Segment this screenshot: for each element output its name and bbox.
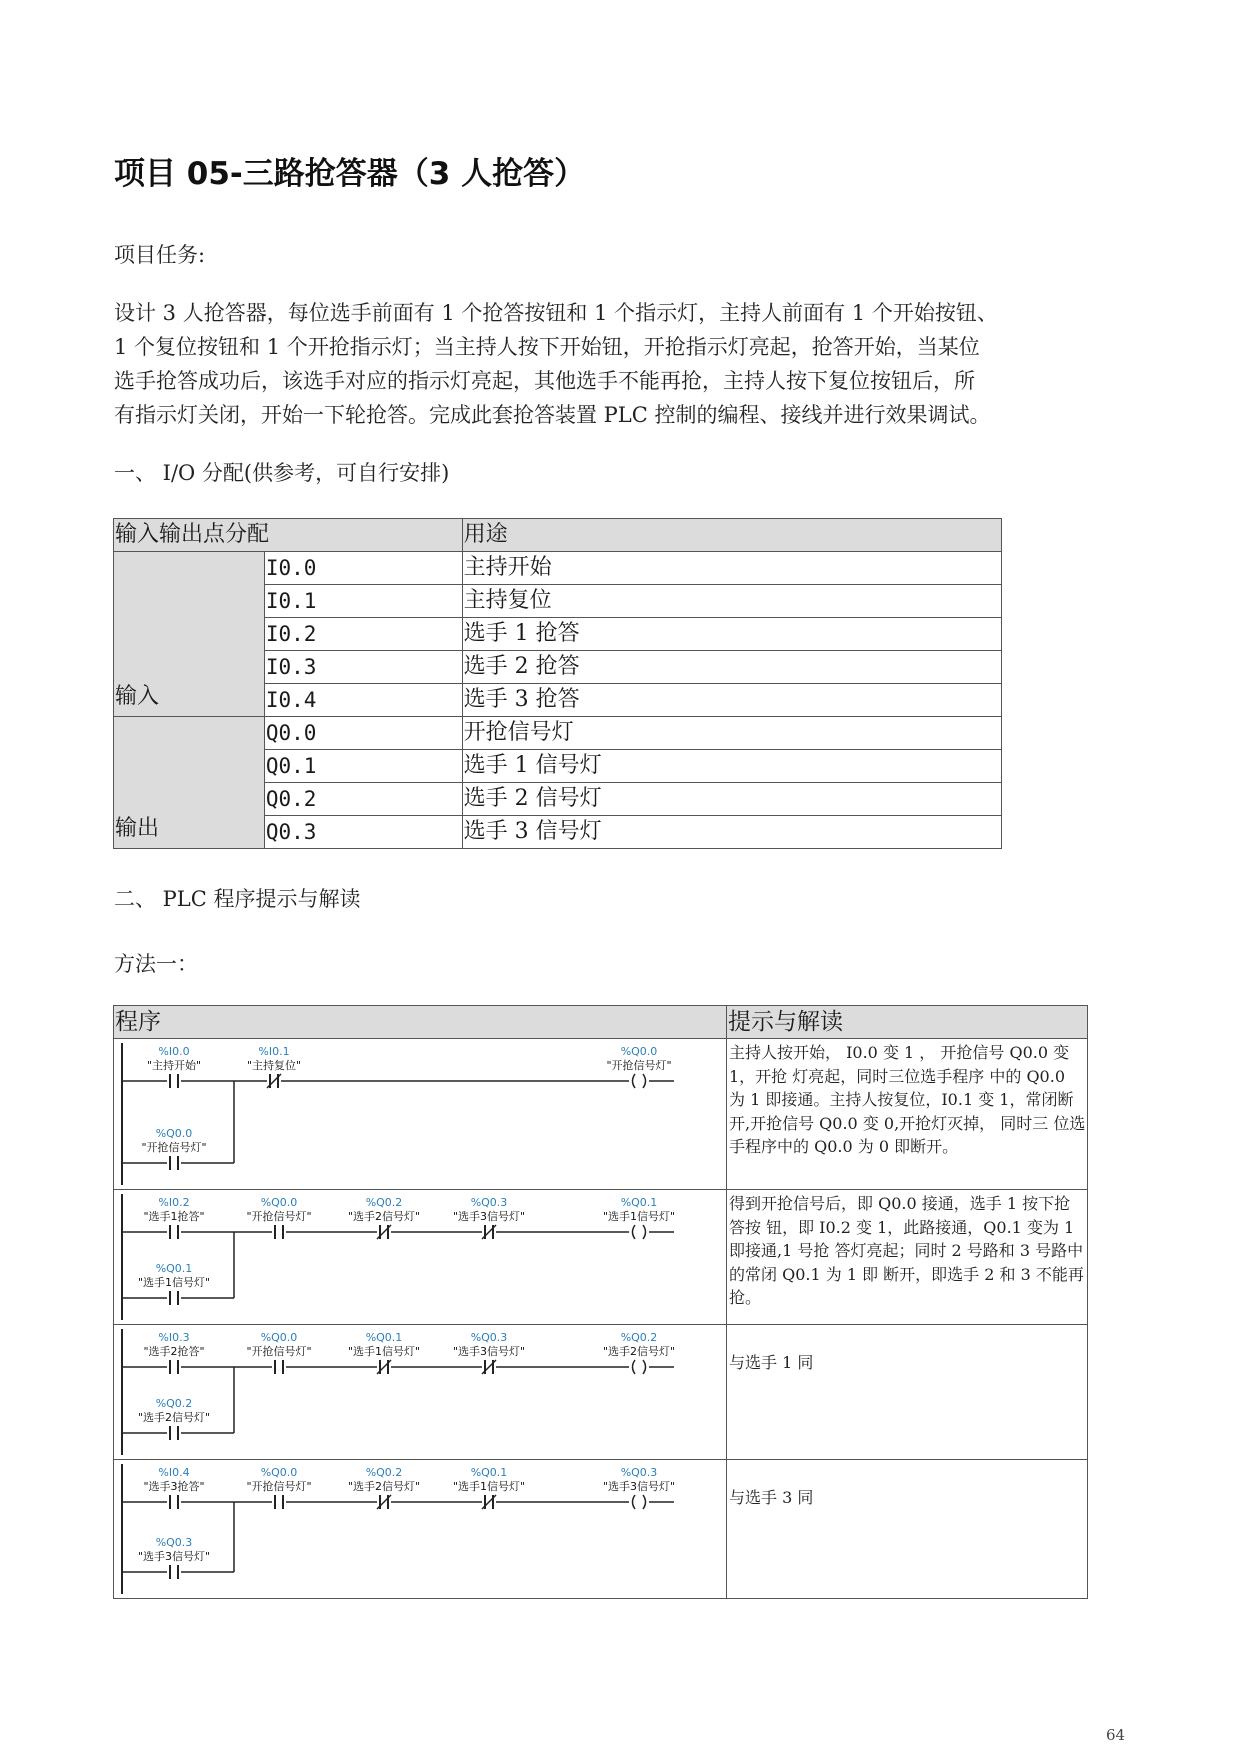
ladder-rung: [114, 1039, 727, 1190]
io-address: I0.4: [264, 684, 462, 717]
io-address: Q0.2: [264, 783, 462, 816]
io-address: I0.2: [264, 618, 462, 651]
contact-name: "主持复位": [246, 1059, 302, 1072]
ladder-rung: [114, 1190, 727, 1325]
contact-address: %I0.0: [158, 1045, 190, 1058]
io-header-allocation: 输入输出点分配: [114, 519, 463, 552]
section-plc-heading: 二、 PLC 程序提示与解读: [114, 887, 361, 911]
coil-address: %Q0.3: [620, 1466, 658, 1479]
branch-contact-address: %Q0.1: [155, 1262, 193, 1275]
rung-hint: 与选手 1 同: [727, 1325, 1088, 1460]
page-number: 64: [1106, 1726, 1126, 1744]
ladder-rung-diagram: [114, 1460, 726, 1598]
io-address: Q0.3: [264, 816, 462, 849]
coil-address: %Q0.1: [620, 1196, 658, 1209]
contact-name: "选手2信号灯": [347, 1210, 421, 1223]
rung-hint: 与选手 3 同: [727, 1460, 1088, 1599]
io-use: 主持复位: [462, 585, 1001, 618]
rung-hint: 主持人按开始， I0.0 变 1 ， 开抢信号 Q0.0 变 1，开抢 灯亮起，同时三位选手程序 中的 Q0.0 为 1 即接通。主持人按复位，I0.1 变 1，常闭断开,开抢信号 Q0.0 变 0,开抢灯灭掉， 同时三 位选手程序中的 Q0.0 为 0 即断开。: [727, 1039, 1088, 1190]
branch-contact-address: %Q0.3: [155, 1536, 193, 1549]
task-description: [114, 296, 1134, 432]
io-use: 选手 3 信号灯: [462, 816, 1001, 849]
contact-address: %Q0.1: [365, 1331, 403, 1344]
rung-hint: 得到开抢信号后，即 Q0.0 接通，选手 1 按下抢答按 钮，即 I0.2 变 1，此路接通，Q0.1 变为 1 即接通,1 号抢 答灯亮起；同时 2 号路和 3 号路中的常闭 Q0.1 为 1 即 断开，即选手 2 和 3 不能再抢。: [727, 1190, 1088, 1325]
contact-address: %Q0.1: [470, 1466, 508, 1479]
contact-address: %I0.2: [158, 1196, 190, 1209]
io-use: 选手 1 信号灯: [462, 750, 1001, 783]
contact-address: %I0.4: [158, 1466, 190, 1479]
io-table-header: [114, 519, 1002, 552]
table-row: [114, 552, 1002, 585]
output-group-label: 输出: [114, 717, 265, 849]
task-label: 项目任务:: [114, 243, 206, 267]
contact-address: %Q0.2: [365, 1196, 403, 1209]
contact-name: "选手2抢答": [143, 1345, 205, 1358]
branch-contact-address: %Q0.0: [155, 1127, 193, 1140]
coil-address: %Q0.2: [620, 1331, 658, 1344]
description-line: 设计 3 人抢答器，每位选手前面有 1 个抢答按钮和 1 个指示灯，主持人前面有 1 个开始按钮、: [114, 301, 998, 325]
table-row: [114, 1460, 1088, 1599]
table-row: [114, 1039, 1088, 1190]
contact-name: "开抢信号灯": [246, 1345, 312, 1358]
ladder-rung-diagram: [114, 1190, 726, 1324]
contact-name: "选手3抢答": [143, 1480, 205, 1493]
ladder-rung: [114, 1460, 727, 1599]
table-row: [114, 717, 1002, 750]
branch-contact-name: "选手2信号灯": [137, 1411, 211, 1424]
coil-address: %Q0.0: [620, 1045, 658, 1058]
program-table-header: [114, 1006, 1088, 1039]
contact-address: %I0.1: [258, 1045, 290, 1058]
ladder-rung: [114, 1325, 727, 1460]
page-title: 项目 05-三路抢答器（3 人抢答）: [114, 156, 586, 192]
table-row: [114, 1325, 1088, 1460]
io-use: 选手 2 信号灯: [462, 783, 1001, 816]
contact-name: "选手3信号灯": [452, 1210, 526, 1223]
description-line: 1 个复位按钮和 1 个开抢指示灯；当主持人按下开始钮，开抢指示灯亮起，抢答开始，当某位: [114, 335, 980, 359]
program-header: 程序: [114, 1006, 727, 1039]
contact-name: "选手1信号灯": [452, 1480, 526, 1493]
ladder-rung-diagram: [114, 1325, 726, 1459]
io-header-use: 用途: [462, 519, 1001, 552]
description-line: 有指示灯关闭，开始一下轮抢答。完成此套抢答装置 PLC 控制的编程、接线并进行效果调试。: [114, 403, 991, 427]
table-row: [114, 1190, 1088, 1325]
contact-name: "开抢信号灯": [246, 1480, 312, 1493]
contact-name: "选手2信号灯": [347, 1480, 421, 1493]
contact-address: %Q0.3: [470, 1196, 508, 1209]
coil-name: "选手2信号灯": [602, 1345, 676, 1358]
io-use: 选手 1 抢答: [462, 618, 1001, 651]
io-use: 选手 3 抢答: [462, 684, 1001, 717]
ladder-rung-diagram: [114, 1039, 726, 1189]
contact-name: "选手1抢答": [143, 1210, 205, 1223]
io-use: 选手 2 抢答: [462, 651, 1001, 684]
contact-name: "选手1信号灯": [347, 1345, 421, 1358]
section-io-heading: 一、 I/O 分配(供参考，可自行安排): [114, 461, 450, 485]
io-use: 主持开始: [462, 552, 1001, 585]
io-address: I0.0: [264, 552, 462, 585]
io-address: Q0.1: [264, 750, 462, 783]
branch-contact-name: "选手1信号灯": [137, 1276, 211, 1289]
contact-name: "开抢信号灯": [246, 1210, 312, 1223]
branch-contact-name: "选手3信号灯": [137, 1550, 211, 1563]
contact-address: %Q0.0: [260, 1196, 298, 1209]
contact-address: %I0.3: [158, 1331, 190, 1344]
io-use: 开抢信号灯: [462, 717, 1001, 750]
io-address: Q0.0: [264, 717, 462, 750]
program-table: [113, 1005, 1088, 1599]
method-label: 方法一：: [114, 952, 198, 976]
description-line: 选手抢答成功后，该选手对应的指示灯亮起，其他选手不能再抢，主持人按下复位按钮后，所: [114, 369, 975, 393]
coil-name: "选手1信号灯": [602, 1210, 676, 1223]
contact-address: %Q0.3: [470, 1331, 508, 1344]
io-address: I0.1: [264, 585, 462, 618]
contact-name: "主持开始": [146, 1059, 202, 1072]
coil-name: "开抢信号灯": [606, 1059, 672, 1072]
contact-address: %Q0.0: [260, 1466, 298, 1479]
contact-name: "选手3信号灯": [452, 1345, 526, 1358]
io-table: [113, 518, 1002, 849]
branch-contact-address: %Q0.2: [155, 1397, 193, 1410]
hint-header: 提示与解读: [727, 1006, 1088, 1039]
input-group-label: 输入: [114, 552, 265, 717]
io-address: I0.3: [264, 651, 462, 684]
branch-contact-name: "开抢信号灯": [141, 1141, 207, 1154]
contact-address: %Q0.0: [260, 1331, 298, 1344]
coil-name: "选手3信号灯": [602, 1480, 676, 1493]
contact-address: %Q0.2: [365, 1466, 403, 1479]
